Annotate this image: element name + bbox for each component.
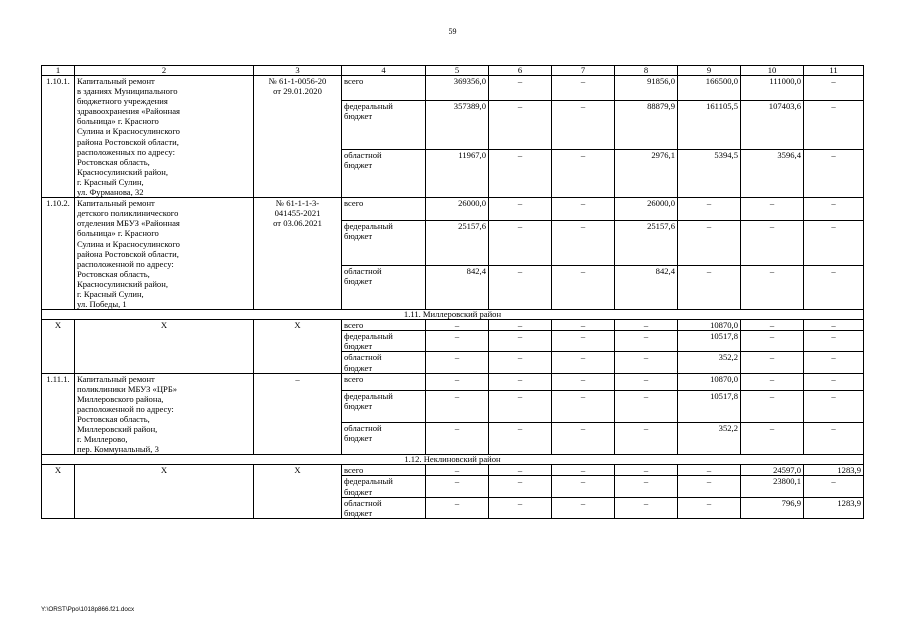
text-line: района Ростовской области, [77,248,179,259]
text-line: бюджетного учреждения [77,96,168,107]
value-cell: 10517,8 [678,390,741,422]
item-document [254,198,342,310]
value-cell: 10870,0 [678,373,741,390]
text-line: расположенной по адресу: [77,403,174,414]
value-cell: 10517,8 [678,331,741,352]
value-cell: – [552,265,615,309]
value-cell: – [489,465,552,476]
value-cell: – [804,352,864,373]
value-cell: – [552,320,615,331]
value-cell: – [741,320,804,331]
text-line: больница» г. Красного [77,116,159,127]
value-cell: 10870,0 [678,320,741,331]
funding-source [342,331,426,352]
value-cell: – [552,331,615,352]
text-line: Сулина и Красносулинского [77,238,180,249]
page-number: 59 [448,27,457,36]
funding-source [342,221,426,265]
value-cell: – [741,265,804,309]
value-cell: – [741,390,804,422]
value-cell: 1283,9 [804,465,864,476]
funding-source [342,476,426,497]
value-cell: – [678,198,741,221]
value-cell: – [678,465,741,476]
table-row [42,320,864,331]
text-line: федеральный [344,331,393,342]
value-cell: – [552,373,615,390]
text-line: бюджет [344,362,373,373]
value-cell: 111000,0 [741,76,804,101]
value-cell: – [426,352,489,373]
text-line: здравоохранения «Районная [77,106,180,117]
value-cell: – [615,465,678,476]
value-cell: – [678,497,741,518]
value-cell: – [426,476,489,497]
value-cell: – [615,373,678,390]
value-cell: 796,9 [741,497,804,518]
value-cell: – [741,198,804,221]
table-row [42,76,864,101]
table-row [42,373,864,390]
column-header: 8 [615,66,678,76]
text-line: бюджет [344,231,373,242]
text-line: Х [160,320,168,331]
text-line: Х [294,320,301,331]
text-line: Миллеровского района, [77,393,164,404]
item-description [75,76,254,198]
text-line: бюджет [344,507,373,518]
text-line: всего [344,198,364,209]
column-header: 10 [741,66,804,76]
value-cell: 3596,4 [741,149,804,197]
value-cell: – [552,198,615,221]
text-line: № 61-1-1-3- [275,198,320,209]
value-cell: – [489,422,552,454]
value-cell: – [489,76,552,101]
value-cell: 25157,6 [426,221,489,265]
text-line: г. Красный Сулин, [77,288,144,299]
value-cell: 26000,0 [615,198,678,221]
value-cell: – [489,331,552,352]
value-cell: – [615,476,678,497]
table-row [42,198,864,221]
text-line: федеральный [344,390,393,401]
item-document [254,465,342,518]
value-cell: 842,4 [615,265,678,309]
value-cell: – [552,422,615,454]
item-description [75,465,254,518]
text-line: Капитальный ремонт [77,198,155,209]
text-line: от 29.01.2020 [273,86,322,97]
value-cell: – [426,373,489,390]
value-cell: 107403,6 [741,101,804,149]
text-line: Х [160,465,168,476]
funding-source [342,198,426,221]
value-cell: – [489,497,552,518]
text-line: Ростовская область, [77,268,150,279]
text-line: расположенных по адресу: [77,146,175,157]
text-line: Ростовская область, [77,156,150,167]
value-cell: – [489,198,552,221]
value-cell: – [615,497,678,518]
value-cell: 161105,5 [678,101,741,149]
text-line: от 03.06.2021 [273,218,322,229]
value-cell: – [489,390,552,422]
item-document [254,320,342,373]
section-title: 1.12. Неклиновский район [42,455,864,465]
item-number: 1.10.1. [42,76,75,198]
text-line: района Ростовской области, [77,136,179,147]
item-document [254,76,342,198]
value-cell: – [804,476,864,497]
table-row [42,465,864,476]
value-cell: – [678,265,741,309]
value-cell: – [552,221,615,265]
value-cell: – [804,76,864,101]
value-cell: – [804,265,864,309]
value-cell: 91856,0 [615,76,678,101]
item-number: 1.10.2. [42,198,75,310]
funding-source [342,422,426,454]
funding-source [342,265,426,309]
value-cell: 2976,1 [615,149,678,197]
text-line: областной [344,497,382,508]
text-line: федеральный [344,101,393,112]
text-line: пер. Коммунальный, 3 [77,444,159,455]
column-header: 4 [342,66,426,76]
column-header: 11 [804,66,864,76]
item-number: 1.11.1. [42,373,75,455]
value-cell: – [804,320,864,331]
funding-source [342,373,426,390]
value-cell: – [804,101,864,149]
value-cell: – [489,101,552,149]
text-line: ул. Победы, 1 [77,299,127,310]
funding-source [342,76,426,101]
text-line: бюджет [344,275,373,286]
value-cell: – [489,265,552,309]
column-header: 7 [552,66,615,76]
text-line: Красносулинский район, [77,278,168,289]
value-cell: 11967,0 [426,149,489,197]
value-cell: 26000,0 [426,198,489,221]
value-cell: – [489,320,552,331]
text-line: № 61-1-0056-20 [268,76,327,86]
value-cell: – [804,331,864,352]
value-cell: – [741,331,804,352]
value-cell: – [804,373,864,390]
text-line: областной [344,149,382,160]
value-cell: 842,4 [426,265,489,309]
funding-source [342,352,426,373]
header-row [42,66,864,76]
value-cell: – [552,476,615,497]
value-cell: – [552,101,615,149]
item-description [75,320,254,373]
item-description [75,373,254,455]
text-line: 041455-2021 [274,208,321,219]
text-line: областной [344,422,382,433]
value-cell: – [678,221,741,265]
budget-table [41,65,864,519]
value-cell: 88879,9 [615,101,678,149]
text-line: Х [294,465,301,476]
text-line: Миллеровский район, [77,424,158,435]
text-line: бюджет [344,341,373,352]
value-cell: – [552,149,615,197]
text-line: бюджет [344,111,373,122]
value-cell: – [426,422,489,454]
text-line: Капитальный ремонт [77,373,155,384]
value-cell: – [426,331,489,352]
value-cell: – [426,320,489,331]
text-line: – [295,373,300,384]
text-line: ул. Фурманова, 32 [77,187,144,198]
value-cell: – [804,221,864,265]
text-line: бюджет [344,159,373,170]
text-line: областной [344,265,382,276]
funding-source [342,497,426,518]
text-line: Красносулинский район, [77,166,168,177]
file-path-footer: Y:\ORST\Ppo\1018p866.f21.docx [41,606,135,613]
value-cell: – [552,497,615,518]
value-cell: – [426,497,489,518]
value-cell: 357389,0 [426,101,489,149]
value-cell: – [489,221,552,265]
column-header: 2 [75,66,254,76]
funding-source [342,390,426,422]
value-cell: 23800,1 [741,476,804,497]
value-cell: 24597,0 [741,465,804,476]
value-cell: – [552,76,615,101]
value-cell: – [552,465,615,476]
funding-source [342,320,426,331]
value-cell: – [615,352,678,373]
column-header: 1 [42,66,75,76]
section-title: 1.11. Миллеровский район [42,310,864,320]
funding-source [342,149,426,197]
text-line: г. Миллерово, [77,434,128,445]
value-cell: – [489,352,552,373]
value-cell: 352,2 [678,352,741,373]
text-line: бюджет [344,433,373,444]
value-cell: – [804,198,864,221]
value-cell: – [741,352,804,373]
value-cell: – [615,320,678,331]
value-cell: 25157,6 [615,221,678,265]
text-line: г. Красный Сулин, [77,176,144,187]
text-line: Ростовская область, [77,414,150,424]
value-cell: – [615,390,678,422]
text-line: всего [344,465,364,476]
text-line: в зданиях Муниципального [77,86,178,97]
text-line: поликлиники МБУЗ «ЦРБ» [77,383,178,394]
column-header: 6 [489,66,552,76]
value-cell: – [489,149,552,197]
text-line: Капитальный ремонт [77,76,155,86]
section-row [42,310,864,320]
value-cell: – [615,422,678,454]
value-cell: – [741,422,804,454]
value-cell: – [552,352,615,373]
text-line: расположенной по адресу: [77,258,174,269]
item-document [254,373,342,455]
value-cell: – [489,476,552,497]
value-cell: 369356,0 [426,76,489,101]
text-line: бюджет [344,486,373,497]
value-cell: – [741,373,804,390]
value-cell: – [678,476,741,497]
section-row [42,455,864,465]
value-cell: – [615,331,678,352]
value-cell: 166500,0 [678,76,741,101]
value-cell: – [426,465,489,476]
funding-source [342,465,426,476]
text-line: федеральный [344,221,393,232]
item-description [75,198,254,310]
value-cell: – [804,390,864,422]
value-cell: 1283,9 [804,497,864,518]
text-line: Сулина и Красносулинского [77,126,180,137]
text-line: бюджет [344,400,373,411]
value-cell: – [741,221,804,265]
text-line: областной [344,352,382,363]
column-header: 3 [254,66,342,76]
item-number: Х [42,320,75,373]
text-line: детского поликлинического [77,208,179,219]
item-number: Х [42,465,75,518]
column-header: 5 [426,66,489,76]
value-cell: – [426,390,489,422]
text-line: всего [344,76,364,86]
value-cell: – [552,390,615,422]
value-cell: 5394,5 [678,149,741,197]
text-line: всего [344,373,364,384]
value-cell: – [804,149,864,197]
text-line: отделения МБУЗ «Районная [77,218,180,229]
value-cell: – [489,373,552,390]
text-line: федеральный [344,476,393,487]
column-header: 9 [678,66,741,76]
value-cell: 352,2 [678,422,741,454]
funding-source [342,101,426,149]
text-line: всего [344,320,364,331]
text-line: больница» г. Красного [77,228,159,239]
value-cell: – [804,422,864,454]
